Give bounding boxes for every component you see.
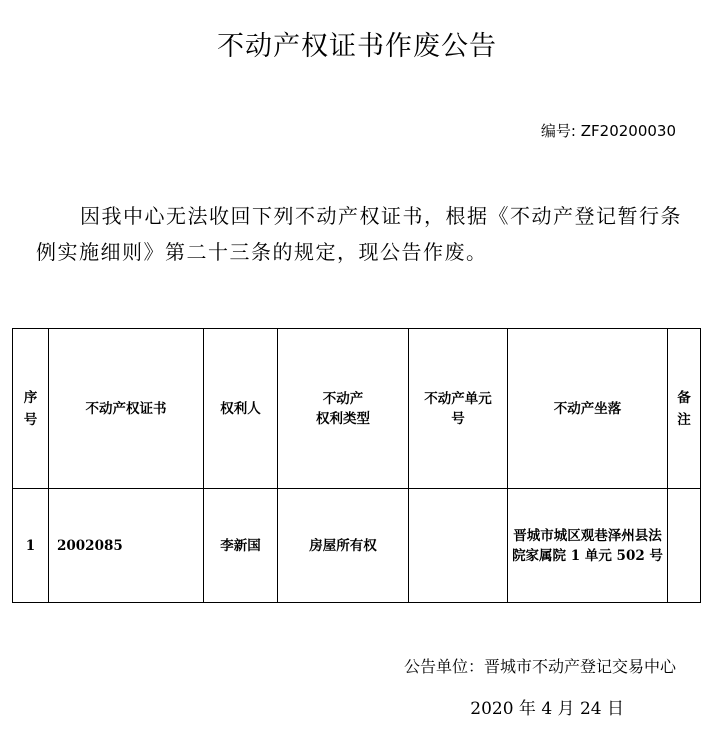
cell-remarks <box>668 489 701 603</box>
header-right-type <box>278 329 409 489</box>
header-remarks: 备注 <box>668 329 701 489</box>
cell-location: 晋城市城区观巷泽州县法院家属院 1 单元 502 号 <box>508 489 668 603</box>
issuing-unit: 公告单位：晋城市不动产登记交易中心 <box>403 657 676 676</box>
header-owner: 权利人 <box>204 329 278 489</box>
table-header-row <box>13 329 701 489</box>
header-unit-no <box>409 329 508 489</box>
header-right-type-line2: 权利类型 <box>316 410 370 427</box>
cell-certificate: 2002085 <box>49 489 204 603</box>
table-row <box>13 489 701 603</box>
cell-seq: 1 <box>13 489 49 603</box>
notice-body: 因我中心无法收回下列不动产权证书，根据《不动产登记暂行条例实施细则》第二十三条的规定，现公告作废。 <box>36 204 682 264</box>
page-title: 不动产权证书作废公告 <box>217 31 497 62</box>
cell-unit-no <box>409 489 508 603</box>
header-seq: 序号 <box>13 329 49 489</box>
issue-date: 2020 年 4 月 24 日 <box>470 699 624 719</box>
cell-right-type: 房屋所有权 <box>278 489 409 603</box>
header-unit-no-line2: 号 <box>451 410 465 427</box>
cell-owner: 李新国 <box>204 489 278 603</box>
header-location: 不动产坐落 <box>508 329 668 489</box>
notice-table <box>12 328 701 603</box>
header-right-type-line1: 不动产 <box>322 390 364 407</box>
header-certificate: 不动产权证书 <box>49 329 204 489</box>
document-number: 编号: ZF20200030 <box>540 122 676 140</box>
header-unit-no-line1: 不动产单元 <box>424 390 492 407</box>
